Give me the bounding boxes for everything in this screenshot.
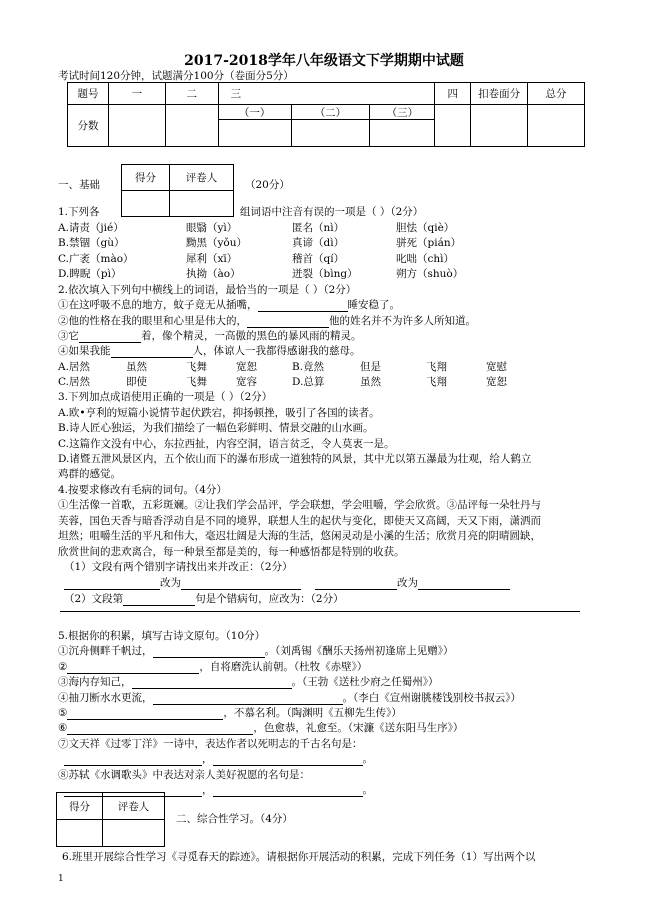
section2-title: 二、综合性学习。（4分） — [176, 813, 293, 825]
q2-option: 飞翔 — [426, 361, 447, 373]
q2-option: B.竟然 — [292, 361, 325, 373]
text: ，自将磨洗认前朝。（杜牧《赤壁》） — [199, 661, 368, 673]
blank[interactable] — [64, 578, 160, 590]
q5-line-6 — [58, 721, 463, 735]
text: ， — [202, 753, 213, 765]
q1-option: C.广袤（mào） — [58, 253, 134, 265]
blank[interactable] — [153, 646, 265, 658]
grader-name-cell[interactable] — [170, 191, 234, 217]
blank[interactable] — [67, 723, 253, 735]
q2-option: 虽然 — [126, 361, 147, 373]
q1-option: 真谛（dì） — [292, 237, 345, 249]
grader-name-label: 评卷人 — [103, 793, 165, 820]
blank[interactable] — [64, 754, 202, 766]
blank[interactable] — [418, 578, 510, 590]
q4-paragraph: 坦然；咀嚼生活的平凡和伟大，毫迟壮阔是大海的生活，悠闲灵动是小溪的生活；欣赏月亮的阴晴圆缺， — [58, 530, 541, 542]
q2-sentence-4 — [58, 344, 361, 358]
q5-stem: 5.根据你的积累，填写古诗文原句。（10分） — [58, 630, 266, 642]
blank[interactable] — [79, 331, 141, 343]
exam-info: 考试时间120分钟，试题满分100分（卷面分5分） — [58, 70, 294, 82]
q5-line-5 — [58, 706, 402, 720]
q1-option: 叱咄（chì） — [396, 253, 455, 265]
page-number: 1 — [58, 874, 64, 884]
q5-line-1 — [58, 644, 454, 658]
text: 他的姓名并不为许多人所知道。 — [329, 315, 476, 327]
header-cell: 总分 — [528, 83, 585, 105]
blank[interactable] — [213, 754, 363, 766]
q2-sentence-2 — [58, 314, 476, 328]
q4-paragraph: 芙蓉，国色天香与暗香浮动自是不同的境界，联想人生的起伏与变化，即使天又高阔，天又下雨，潇洒而 — [58, 515, 541, 527]
q4-correction-line — [64, 576, 510, 590]
text: 。（王勃《送杜少府之任蜀州》） — [291, 676, 439, 688]
header-cell: 一 — [108, 83, 165, 105]
q4-paragraph: 欣赏世间的悲欢离合，每一种景至都是美的，每一种感悟都是特别的收获。 — [58, 546, 405, 558]
text: 。（李白《宣州谢朓楼饯别校书叔云》） — [342, 692, 521, 704]
q2-option: 飞舞 — [186, 376, 207, 388]
q1-option: 胆怯（qiè） — [396, 222, 455, 234]
q2-sentence-3 — [58, 329, 362, 343]
blank[interactable] — [111, 346, 193, 358]
q6-text: 6.班里开展综合性学习《寻觅春天的踪迹》。请根据你开展活动的积累，完成下列任务（1）写出两个以 — [62, 851, 536, 863]
q1-stem-a: 1.下列各 — [58, 206, 100, 218]
grader-score-label: 得分 — [57, 793, 103, 820]
sub-cell — [370, 105, 435, 147]
q5-line-7-answer — [64, 752, 373, 766]
score-cell[interactable] — [108, 105, 165, 147]
q1-option: 执拗（ào） — [186, 268, 241, 280]
text: 句是个错病句，应改为：（2分） — [195, 593, 344, 605]
q4-sub2 — [64, 592, 344, 606]
q3-option-d: D.诸暨五泄风景区内，五个依山而下的瀑布形成一道独特的风景，其中尤以第五瀑最为壮观，给人鹤立 — [58, 453, 532, 465]
q5-line-7: ⑦文天祥《过零丁洋》一诗中，表达作者以死明志的千古名句是： — [58, 738, 363, 750]
blank[interactable] — [213, 785, 363, 797]
q4-sub1: （1）文段有两个错别字请找出来并改正：（2分） — [64, 561, 293, 573]
header-cell: 扣卷面分 — [471, 83, 528, 105]
q2-option: 但是 — [360, 361, 381, 373]
grader-box-1 — [121, 164, 234, 217]
blank[interactable] — [67, 708, 223, 720]
q1-option: B.禁锢（gù） — [58, 237, 125, 249]
q4-paragraph: ①生活像一首歌，五彩斑斓。②让我们学会品评，学会联想，学会咀嚼，学会欣赏。③品评每一朵牡丹与 — [58, 499, 541, 511]
row-label: 分数 — [68, 105, 109, 147]
sub-cell — [291, 105, 370, 147]
q5-line-4 — [58, 691, 521, 705]
q3-stem: 3.下列加点成语使用正确的一项是（ ）（2分） — [58, 391, 273, 403]
text: ⑥ — [58, 722, 68, 734]
text: 。（刘禹锡《酬乐天扬州初逢席上见赠》） — [264, 645, 454, 657]
grader-score-cell[interactable] — [57, 820, 103, 847]
section1-points: （20分） — [245, 179, 290, 191]
score-cell[interactable] — [435, 105, 471, 147]
q2-option: A.居然 — [58, 361, 90, 373]
q2-option: 飞舞 — [186, 361, 207, 373]
answer-line[interactable] — [60, 611, 580, 612]
blank[interactable] — [315, 578, 397, 590]
q2-option: 宽容 — [236, 376, 257, 388]
grader-name-cell[interactable] — [103, 820, 165, 847]
text: 改为 — [160, 577, 181, 589]
text: ，不慕名利。（陶渊明《五柳先生传》） — [223, 707, 402, 719]
score-cell[interactable] — [471, 105, 528, 147]
grader-box-2 — [56, 792, 165, 847]
q1-option: 黝黑（yǒu） — [186, 237, 248, 249]
q1-option: 骈死（pián） — [396, 237, 462, 249]
q1-option: A.请责（jié） — [58, 222, 124, 234]
text: ⑤ — [58, 707, 68, 719]
q3-option-a: A.欧•亨利的短篇小说情节起伏跌宕，抑扬顿挫，吸引了各国的读者。 — [58, 407, 380, 419]
score-table — [67, 82, 585, 147]
q3-option-b: B.诗人匠心独运，为我们描绘了一幅色彩鲜明、情景交融的山水画。 — [58, 422, 374, 434]
text: 人，体谅人一我都得感谢我的慈母。 — [192, 345, 361, 357]
text: 改为 — [397, 577, 418, 589]
blank[interactable] — [123, 594, 195, 606]
score-cell[interactable] — [528, 105, 585, 147]
q1-option: 稽首（qí） — [292, 253, 345, 265]
text: ，色愈恭，礼愈至。（宋濂《送东阳马生序》） — [253, 722, 464, 734]
blank[interactable] — [67, 662, 199, 674]
header-cell: 题号 — [68, 83, 109, 105]
q2-option: 即使 — [126, 376, 147, 388]
sub-label: （二） — [292, 105, 370, 120]
grader-name-label: 评卷人 — [170, 165, 234, 191]
q5-line-8: ⑧苏轼《水调歌头》中表达对亲人美好祝愿的名句是： — [58, 769, 310, 781]
blank[interactable] — [153, 693, 343, 705]
header-cell: 二 — [165, 83, 218, 105]
text: ①沉舟侧畔千帆过， — [58, 645, 153, 657]
blank[interactable] — [181, 578, 301, 590]
q1-option: 朔方（shuò） — [396, 268, 464, 280]
sub-label: （一） — [219, 105, 291, 120]
q2-option: 飞翔 — [426, 376, 447, 388]
q5-line-3 — [58, 675, 439, 689]
q1-option: 犀利（xī） — [186, 253, 238, 265]
q1-stem-b: 组词语中注音有误的一项是（ ）（2分） — [240, 206, 424, 218]
blank[interactable] — [258, 300, 348, 312]
text: ④如果我能 — [58, 345, 111, 357]
q2-stem: 2.依次填入下列句中横线上的词语，最恰当的一项是（ ）（2分） — [58, 284, 357, 296]
text: ③海内存知己， — [58, 676, 132, 688]
text: 。 — [362, 784, 373, 796]
q1-option: D.睥睨（pì） — [58, 268, 122, 280]
grader-score-label: 得分 — [122, 165, 170, 191]
blank[interactable] — [132, 677, 292, 689]
text: 。 — [362, 753, 373, 765]
text: ， — [202, 784, 213, 796]
q1-option: 眼翳（yì） — [186, 222, 238, 234]
q2-option: 虽然 — [360, 376, 381, 388]
header-cell: 四 — [435, 83, 471, 105]
q4-stem: 4.按要求修改有毛病的词句。（4分） — [58, 484, 227, 496]
text: ③它 — [58, 330, 79, 342]
q5-line-2 — [58, 660, 367, 674]
text: 着，像个精灵，一高傲的黑色的暴风雨的精灵。 — [141, 330, 362, 342]
score-cell[interactable] — [165, 105, 218, 147]
q2-option: 宽恕 — [486, 376, 507, 388]
q2-sentence-1 — [58, 298, 400, 312]
blank[interactable] — [247, 316, 329, 328]
text: ②他的性格在我的眼里和心里是伟大的， — [58, 315, 247, 327]
q2-option: 宽恕 — [236, 361, 257, 373]
text: ④抽刀断水水更流， — [58, 692, 153, 704]
sub-label: （三） — [370, 105, 434, 120]
page-title: 2017-2018学年八年级语文下学期期中试题 — [184, 53, 464, 69]
q1-option: 匿名（nì） — [292, 222, 345, 234]
sub-cell — [218, 105, 291, 147]
header-cell: 三 — [218, 83, 435, 105]
text: ② — [58, 661, 68, 673]
q1-option: 迸裂（bìng） — [292, 268, 358, 280]
q3-option-d-cont: 鸡群的感觉。 — [58, 468, 121, 480]
text: ①在这呼吸不息的地方，蚊子竟无从插嘴， — [58, 299, 258, 311]
q3-option-c: C.这篇作文没有中心，东拉西扯，内容空洞，语言贫乏，令人莫衷一是。 — [58, 438, 395, 450]
section1-title: 一、基础 — [58, 179, 100, 191]
text: 睡安稳了。 — [347, 299, 400, 311]
q2-option: D.总算 — [292, 376, 325, 388]
text: （2）文段第 — [64, 593, 124, 605]
q2-option: 宽慰 — [486, 361, 507, 373]
grader-score-cell[interactable] — [122, 191, 170, 217]
q2-option: C.居然 — [58, 376, 90, 388]
